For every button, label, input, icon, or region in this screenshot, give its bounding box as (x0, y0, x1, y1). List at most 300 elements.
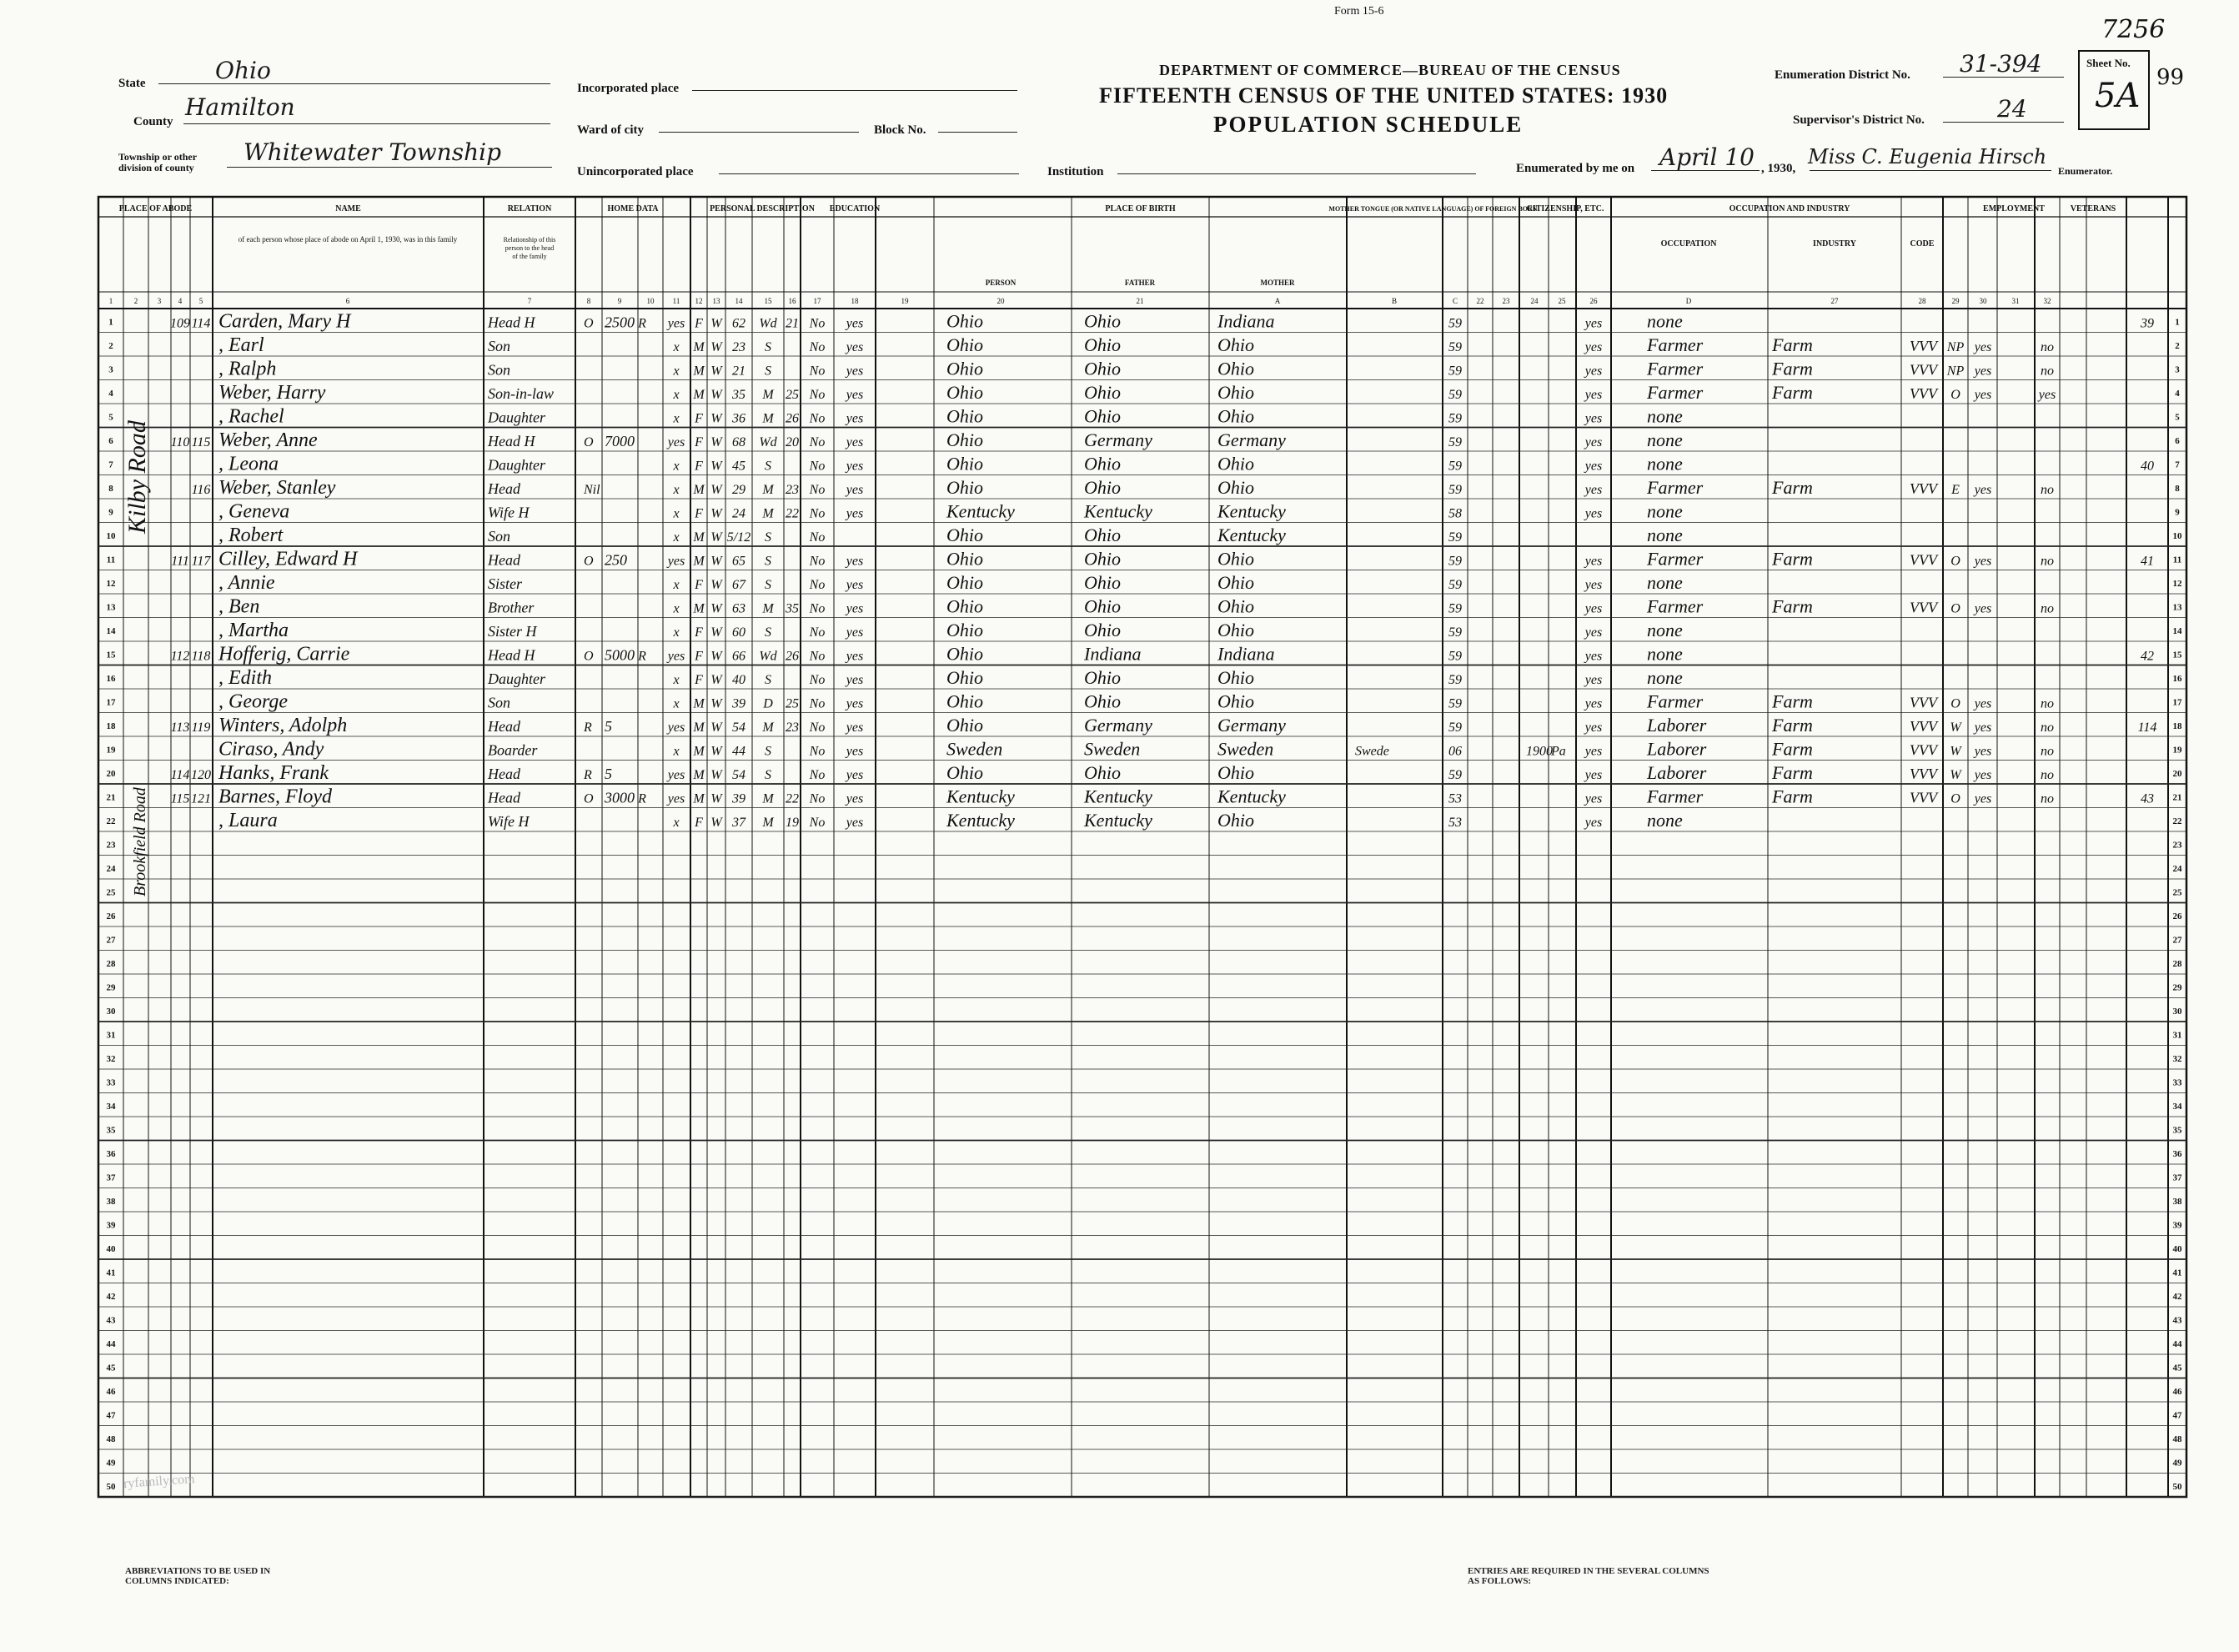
row-code: 59 (1448, 649, 1462, 664)
row-read: yes (846, 744, 864, 759)
row-age: 37 (732, 816, 745, 830)
row-read: yes (846, 388, 864, 402)
row-occ: none (1647, 453, 1683, 475)
row-number-right: 21 (2172, 792, 2182, 803)
year-label: , 1930, (1761, 162, 1796, 175)
row-bp: Ohio (946, 690, 983, 712)
row-read: yes (846, 316, 864, 331)
row-race: W (710, 364, 722, 379)
row-number-right: 3 (2175, 364, 2180, 375)
row-eng: yes (1584, 744, 1603, 759)
row-age: 5/12 (726, 530, 751, 545)
row-bp: Ohio (946, 477, 983, 498)
row-age: 54 (732, 721, 745, 735)
row-dw: 111 (171, 554, 189, 569)
row-bf: Ohio (1084, 310, 1121, 332)
row-mar: M (762, 601, 774, 616)
row-read: yes (846, 625, 864, 640)
row-occ: none (1647, 643, 1683, 665)
row-code: 53 (1448, 816, 1462, 830)
row-read: yes (846, 554, 864, 569)
row-cls: O (1950, 554, 1960, 569)
group-header: VETERANS (2070, 204, 2116, 213)
occupation-head: OCCUPATION (1660, 239, 1717, 249)
township-label: Township or other division of county (118, 151, 197, 173)
row-sex: M (693, 554, 705, 569)
row-sch: No (809, 744, 826, 759)
row-age: 68 (732, 435, 745, 449)
row-rel: Son-in-law (488, 385, 554, 402)
enumerated-by-label: Enumerated by me on (1516, 162, 1635, 175)
row-bf: Germany (1084, 429, 1152, 450)
row-sch: No (809, 578, 826, 592)
row-val: 5000 (605, 646, 635, 664)
row-farm: yes (667, 649, 685, 664)
row-cls: NP (1946, 340, 1965, 354)
row-number-left: 50 (106, 1482, 116, 1492)
row-bm: Ohio (1217, 405, 1254, 427)
row-farmsch: 114 (2137, 721, 2157, 735)
row-farm: x (673, 388, 680, 402)
row-code: 53 (1448, 791, 1462, 806)
row-occ: none (1647, 525, 1683, 545)
column-number: 28 (1918, 297, 1926, 305)
row-rel: Son (488, 528, 510, 545)
row-mar: M (762, 791, 774, 806)
row-agem: 26 (786, 649, 799, 664)
row-sex: M (693, 696, 705, 711)
row-farm: yes (667, 316, 685, 331)
row-eng: yes (1584, 791, 1603, 806)
row-rel: Head H (488, 646, 535, 664)
row-rel: Sister H (488, 623, 537, 640)
watermark: ryfamily.com (123, 1472, 196, 1491)
row-race: W (710, 601, 722, 616)
enumerator-name: Miss C. Eugenia Hirsch (1808, 145, 2047, 168)
row-occode: VVV (1910, 338, 1937, 354)
row-farm: yes (667, 435, 685, 449)
row-name: Carden, Mary H (218, 310, 351, 333)
row-ind: Farm (1772, 786, 1813, 807)
row-code: 59 (1448, 435, 1462, 449)
column-number: 21 (1136, 297, 1144, 305)
row-occode: VVV (1910, 551, 1937, 569)
row-code: 59 (1448, 364, 1462, 379)
row-agem: 20 (786, 435, 799, 449)
column-number: 26 (1589, 297, 1598, 305)
row-work: yes (1974, 340, 1992, 354)
row-number-left: 22 (106, 816, 116, 826)
row-occode: VVV (1910, 480, 1937, 497)
row-rel: Daughter (488, 409, 545, 426)
row-occ: none (1647, 810, 1683, 831)
row-read: yes (846, 816, 864, 830)
row-sex: M (693, 601, 705, 616)
row-agem: 25 (786, 696, 799, 711)
column-number: 23 (1502, 297, 1510, 305)
row-number-left: 2 (108, 341, 113, 351)
row-bm: Ohio (1217, 572, 1254, 593)
row-vet: no (2041, 791, 2054, 806)
row-bp: Ohio (946, 572, 983, 593)
row-number-left: 48 (106, 1434, 116, 1444)
row-bf: Ohio (1084, 572, 1121, 593)
row-farmsch: 39 (2141, 316, 2154, 331)
row-own: O (584, 791, 594, 806)
row-work: yes (1974, 791, 1992, 806)
row-bf: Ohio (1084, 382, 1121, 403)
row-sch: No (809, 649, 826, 664)
row-number-right: 46 (2172, 1387, 2182, 1397)
row-number-left: 40 (106, 1244, 116, 1254)
column-number: 12 (695, 297, 703, 305)
row-number-right: 26 (2172, 911, 2182, 921)
row-rel: Boarder (488, 741, 538, 759)
row-rel: Brother (488, 599, 535, 616)
row-number-right: 32 (2172, 1054, 2182, 1064)
industry-head: INDUSTRY (1813, 239, 1856, 249)
row-code: 59 (1448, 530, 1462, 545)
row-number-left: 9 (108, 507, 113, 518)
table-frame (98, 197, 2186, 1497)
row-number-left: 38 (106, 1197, 116, 1207)
row-number-left: 3 (108, 364, 113, 375)
row-occ: none (1647, 405, 1683, 427)
row-sex: F (695, 435, 703, 449)
group-header: PERSONAL DESCRIPTION (710, 204, 815, 213)
row-rel: Head (488, 480, 520, 497)
row-sch: No (809, 601, 826, 616)
row-rel: Head (488, 551, 520, 569)
row-farm: yes (667, 554, 685, 569)
row-number-left: 13 (106, 602, 116, 613)
row-number-left: 24 (106, 864, 116, 874)
row-read: yes (846, 601, 864, 616)
row-number-left: 31 (106, 1030, 116, 1041)
row-vet: no (2041, 364, 2054, 379)
row-age: 23 (732, 340, 745, 354)
cell-text: of the family (512, 253, 547, 260)
row-bf: Ohio (1084, 762, 1121, 783)
row-code: 59 (1448, 768, 1462, 782)
row-race: W (710, 435, 722, 449)
row-number-left: 37 (106, 1172, 116, 1183)
column-number: 1 (108, 297, 113, 305)
row-read: yes (846, 340, 864, 354)
row-bf: Germany (1084, 715, 1152, 736)
row-mar: S (765, 530, 771, 545)
row-race: W (710, 791, 722, 806)
row-bm: Kentucky (1217, 500, 1286, 522)
row-vet: no (2041, 483, 2054, 497)
row-eng: yes (1584, 554, 1603, 569)
row-farm: x (673, 411, 680, 426)
row-age: 36 (732, 411, 745, 426)
row-age: 54 (732, 768, 745, 782)
column-number: 4 (178, 297, 183, 305)
row-race: W (710, 411, 722, 426)
row-rel: Head (488, 718, 520, 735)
row-mar: S (765, 459, 771, 474)
row-code: 59 (1448, 601, 1462, 616)
row-number-left: 28 (106, 959, 116, 969)
row-cls: NP (1946, 364, 1965, 379)
row-eng: yes (1584, 578, 1603, 592)
row-farm: x (673, 459, 680, 474)
row-dw: 110 (170, 435, 190, 449)
row-mar: Wd (759, 316, 777, 331)
row-vet: no (2041, 554, 2054, 569)
institution-label: Institution (1047, 165, 1104, 178)
row-radio: R (638, 791, 646, 806)
row-work: yes (1974, 483, 1992, 497)
row-number-right: 45 (2172, 1363, 2182, 1373)
row-mar: Wd (759, 649, 777, 664)
column-number: D (1685, 297, 1692, 305)
row-code: 59 (1448, 554, 1462, 569)
row-name: , Earl (218, 334, 264, 356)
row-code: 59 (1448, 721, 1462, 735)
row-mar: S (765, 768, 771, 782)
row-bf: Ohio (1084, 405, 1121, 427)
row-bp: Ohio (946, 595, 983, 617)
row-sch: No (809, 506, 826, 521)
row-name: , Laura (218, 810, 278, 831)
birth-father-head: FATHER (1124, 279, 1156, 287)
row-rel: Wife H (488, 504, 530, 521)
row-agem: 25 (786, 388, 799, 402)
row-cls: E (1951, 483, 1960, 497)
row-bp: Ohio (946, 643, 983, 665)
row-number-left: 47 (106, 1410, 116, 1421)
row-work: yes (1974, 388, 1992, 402)
row-number-right: 13 (2172, 602, 2182, 613)
row-name: , Leona (218, 453, 279, 475)
group-header: EMPLOYMENT (1983, 204, 2045, 213)
row-farm: x (673, 530, 680, 545)
column-number: 15 (764, 297, 772, 305)
row-number-right: 12 (2172, 579, 2182, 589)
row-number-right: 37 (2172, 1172, 2182, 1183)
row-own: O (584, 316, 594, 331)
row-sch: No (809, 721, 826, 735)
row-race: W (710, 625, 722, 640)
row-number-right: 20 (2172, 769, 2182, 779)
row-occode: VVV (1910, 789, 1937, 806)
row-bm: Ohio (1217, 810, 1254, 831)
row-bp: Ohio (946, 334, 983, 355)
row-bf: Kentucky (1084, 786, 1152, 807)
row-mar: S (765, 673, 771, 687)
row-occ: none (1647, 667, 1683, 688)
county-value: Hamilton (185, 93, 295, 121)
census-title: FIFTEENTH CENSUS OF THE UNITED STATES: 1930 (1099, 83, 1669, 108)
row-age: 24 (732, 506, 745, 521)
column-number: 13 (712, 297, 720, 305)
row-eng: yes (1584, 625, 1603, 640)
row-code: 58 (1448, 506, 1462, 521)
row-bm: Ohio (1217, 762, 1254, 783)
row-bp: Sweden (946, 738, 1003, 760)
row-age: 60 (732, 625, 745, 640)
row-rel: Son (488, 338, 510, 354)
row-agem: 26 (786, 411, 799, 426)
enumeration-district-label: Enumeration District No. (1775, 68, 1910, 82)
row-fam: 116 (191, 483, 211, 497)
row-number-right: 2 (2175, 341, 2180, 351)
row-number-left: 21 (106, 792, 116, 803)
row-farm: x (673, 578, 680, 592)
row-farmsch: 43 (2141, 791, 2154, 806)
row-sex: M (693, 483, 705, 497)
row-age: 67 (732, 578, 745, 592)
row-eng: yes (1584, 411, 1603, 426)
row-sex: F (695, 673, 703, 687)
row-number-right: 30 (2172, 1007, 2182, 1017)
row-mar: S (765, 625, 771, 640)
row-farmsch: 42 (2141, 649, 2154, 664)
row-sex: M (693, 721, 705, 735)
row-work: yes (1974, 601, 1992, 616)
row-number-right: 11 (2172, 555, 2182, 565)
row-sch: No (809, 554, 826, 569)
row-own: O (584, 649, 594, 664)
form-number: Form 15-6 (1334, 5, 1384, 18)
row-number-right: 29 (2172, 982, 2182, 993)
row-number-right: 17 (2172, 697, 2182, 708)
row-bp: Ohio (946, 548, 983, 570)
row-bf: Ohio (1084, 548, 1121, 570)
row-occ: Farmer (1647, 477, 1704, 498)
page-number: 99 (2156, 65, 2185, 90)
row-bp: Ohio (946, 405, 983, 427)
row-bf: Indiana (1084, 643, 1142, 665)
row-occ: none (1647, 620, 1683, 640)
row-race: W (710, 483, 722, 497)
row-bm: Ohio (1217, 667, 1254, 688)
row-bm: Germany (1217, 715, 1286, 736)
row-val: 7000 (605, 433, 635, 449)
group-header: OCCUPATION AND INDUSTRY (1729, 204, 1850, 213)
row-dw: 109 (170, 316, 190, 331)
row-own: O (584, 435, 594, 449)
row-eng: yes (1584, 364, 1603, 379)
row-name: , Martha (218, 620, 289, 641)
row-occode: VVV (1910, 694, 1937, 711)
row-rel: Son (488, 361, 510, 379)
row-number-right: 35 (2172, 1125, 2182, 1136)
row-mar: M (762, 816, 774, 830)
row-read: yes (846, 578, 864, 592)
block-label: Block No. (874, 123, 926, 137)
row-number-right: 34 (2172, 1102, 2182, 1112)
row-number-right: 8 (2175, 484, 2180, 494)
group-header: PLACE OF ABODE (118, 204, 193, 213)
row-sch: No (809, 696, 826, 711)
row-vet: no (2041, 601, 2054, 616)
row-occ: none (1647, 500, 1683, 522)
row-rel: Sister (488, 575, 523, 592)
column-number: C (1452, 297, 1458, 305)
row-name: , Rachel (218, 405, 284, 428)
row-number-right: 6 (2175, 436, 2180, 446)
row-sch: No (809, 411, 826, 426)
row-bf: Ohio (1084, 525, 1121, 545)
row-race: W (710, 721, 722, 735)
row-occ: none (1647, 310, 1683, 332)
row-number-left: 32 (106, 1054, 116, 1064)
row-mar: S (765, 340, 771, 354)
row-agem: 21 (786, 316, 799, 331)
row-number-left: 27 (106, 935, 116, 946)
row-ind: Farm (1772, 548, 1813, 570)
row-age: 39 (732, 696, 745, 711)
row-bf: Ohio (1084, 595, 1121, 617)
row-number-left: 1 (108, 317, 113, 328)
row-work: yes (1974, 721, 1992, 735)
row-bp: Ohio (946, 667, 983, 688)
row-vet: no (2041, 696, 2054, 711)
row-race: W (710, 673, 722, 687)
row-sch: No (809, 768, 826, 782)
row-fam: 118 (191, 649, 211, 664)
county-label: County (133, 115, 173, 128)
row-bm: Indiana (1217, 643, 1275, 665)
row-sch: No (809, 530, 826, 545)
row-number-left: 8 (108, 484, 113, 494)
row-number-left: 4 (108, 389, 113, 399)
row-occ: Farmer (1647, 334, 1704, 355)
row-number-right: 19 (2172, 745, 2182, 756)
row-eng: yes (1584, 388, 1603, 402)
row-agem: 19 (786, 816, 799, 830)
row-code: 59 (1448, 316, 1462, 331)
row-radio: R (638, 649, 646, 664)
row-number-left: 18 (106, 721, 116, 731)
row-name: Barnes, Floyd (218, 786, 332, 808)
row-cls: O (1950, 388, 1960, 402)
row-bm: Ohio (1217, 620, 1254, 640)
row-number-left: 15 (106, 650, 116, 660)
column-number: 24 (1530, 297, 1539, 305)
row-ind: Farm (1772, 762, 1813, 783)
group-header: EDUCATION (829, 204, 881, 213)
row-farm: x (673, 625, 680, 640)
row-occ: Farmer (1647, 690, 1704, 712)
row-bp: Ohio (946, 715, 983, 736)
row-code: 59 (1448, 411, 1462, 426)
row-farm: x (673, 506, 680, 521)
row-name: , Ben (218, 595, 260, 618)
entries-required-title: ENTRIES ARE REQUIRED IN THE SEVERAL COLUMNS AS FOLLOWS: (1468, 1566, 1709, 1586)
row-code: 59 (1448, 696, 1462, 711)
row-rel: Daughter (488, 670, 545, 687)
row-mar: S (765, 554, 771, 569)
row-name: , Annie (218, 572, 275, 594)
row-rel: Wife H (488, 813, 530, 830)
row-age: 39 (732, 791, 745, 806)
row-bm: Ohio (1217, 477, 1254, 498)
state-value: Ohio (215, 57, 271, 84)
column-number: 32 (2043, 297, 2051, 305)
row-ind: Farm (1772, 334, 1813, 355)
row-fam: 120 (191, 768, 211, 782)
row-number-right: 14 (2172, 626, 2182, 636)
row-sex: M (693, 340, 705, 354)
row-fam: 117 (191, 554, 211, 569)
row-occ: none (1647, 572, 1683, 593)
row-number-right: 1 (2175, 317, 2180, 328)
